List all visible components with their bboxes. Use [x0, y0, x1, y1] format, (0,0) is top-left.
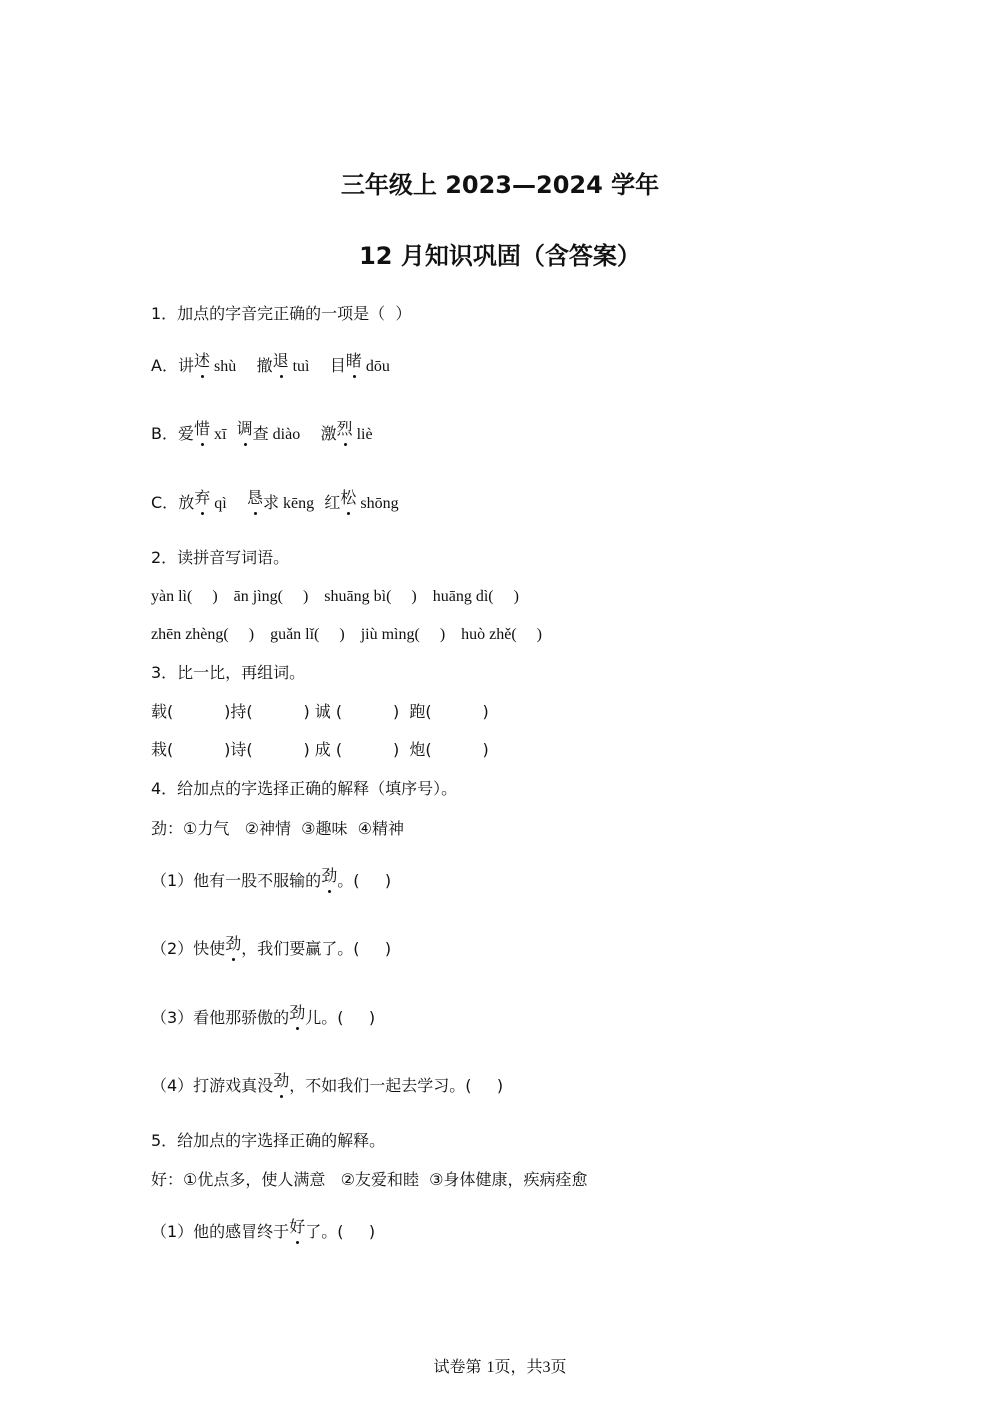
sentence-text: （3）看他那骄傲的	[151, 1008, 290, 1027]
dotted-char: 劲	[289, 1003, 306, 1022]
char: 爱	[177, 424, 194, 443]
question-1-stem: 1．加点的字音完正确的一项是（ ）	[151, 304, 412, 323]
dotted-char: 惜	[194, 419, 211, 438]
sentence-text: （1）他有一股不服输的	[151, 871, 322, 890]
footer-text: 试卷第	[433, 1357, 487, 1376]
footer-text: 页	[550, 1357, 567, 1376]
dotted-char: 好	[289, 1217, 306, 1236]
option-label: C．	[151, 493, 179, 512]
q1-option-c	[151, 488, 399, 514]
q4-sentence-3	[151, 1003, 376, 1028]
char: 目	[329, 356, 346, 375]
title-line-2: 12 月知识巩固（含答案）	[359, 242, 641, 270]
pinyin: diào	[268, 426, 301, 443]
q3-row-2: 栽( )诗( ) 成 ( ) 炮( )	[151, 740, 489, 759]
question-5-stem: 5．给加点的字选择正确的解释。	[151, 1131, 386, 1150]
dotted-char: 松	[340, 488, 357, 507]
dotted-char: 烈	[336, 419, 353, 438]
pinyin: shōng	[356, 495, 399, 512]
pinyin: kēng	[279, 495, 315, 512]
char: 讲	[177, 356, 194, 375]
dotted-char: 恳	[247, 488, 264, 507]
question-4-stem: 4．给加点的字选择正确的解释（填序号）。	[151, 779, 458, 798]
char: 激	[320, 424, 337, 443]
dotted-char: 劲	[273, 1071, 290, 1090]
option-label: B．	[151, 424, 178, 443]
sentence-text: 儿。( )	[305, 1008, 376, 1027]
sentence-text: 。( )	[337, 871, 392, 890]
char: 求	[263, 493, 280, 512]
page-number: 1	[486, 1359, 495, 1376]
dotted-char: 退	[272, 351, 289, 370]
q1-option-a	[151, 351, 390, 377]
dotted-char: 调	[236, 419, 253, 438]
pinyin: tuì	[288, 358, 310, 375]
q2-pinyin-row-2: zhēn zhèng( ) guǎn lǐ( ) jiù mìng( ) huò zhě( )	[151, 626, 543, 643]
footer-text: 页，共	[494, 1357, 543, 1376]
pinyin: shù	[209, 358, 237, 375]
sentence-text: 了。( )	[305, 1222, 376, 1241]
char: 查	[252, 424, 269, 443]
sentence-text: （1）他的感冒终于	[151, 1222, 290, 1241]
char: 红	[324, 493, 341, 512]
sentence-text: （4）打游戏真没	[151, 1076, 274, 1095]
pinyin: liè	[352, 426, 373, 443]
pinyin: xī	[210, 426, 227, 443]
option-label: A．	[151, 356, 178, 375]
dotted-char: 述	[193, 351, 210, 370]
q5-definitions: 好：①优点多，使人满意 ②友爱和睦 ③身体健康，疾病痊愈	[151, 1170, 588, 1189]
sentence-text: ，我们要赢了。( )	[241, 939, 392, 958]
title-line-1: 三年级上 2023—2024 学年	[340, 171, 660, 199]
q4-sentence-2	[151, 934, 392, 959]
q4-sentence-1	[151, 866, 392, 891]
page-footer	[0, 1357, 1000, 1378]
char: 撤	[256, 356, 273, 375]
page-total: 3	[542, 1359, 551, 1376]
q1-option-b	[151, 419, 373, 445]
q4-sentence-4	[151, 1071, 504, 1096]
sentence-text: （2）快使	[151, 939, 226, 958]
dotted-char: 睹	[345, 351, 362, 370]
sentence-text: ，不如我们一起去学习。( )	[289, 1076, 504, 1095]
q2-pinyin-row-1: yàn lì( ) ān jìng( ) shuāng bì( ) huāng dì( )	[151, 588, 519, 605]
q5-sentence-1	[151, 1217, 376, 1242]
pinyin: qì	[210, 495, 227, 512]
q3-row-1: 载( )持( ) 诚 ( ) 跑( )	[151, 702, 489, 721]
char: 放	[178, 493, 195, 512]
question-3-stem: 3．比一比，再组词。	[151, 663, 306, 682]
dotted-char: 劲	[225, 934, 242, 953]
q4-definitions: 劲：①力气 ②神情 ③趣味 ④精神	[151, 819, 404, 838]
question-2-stem: 2．读拼音写词语。	[151, 548, 290, 567]
dotted-char: 劲	[321, 866, 338, 885]
dotted-char: 弃	[194, 488, 211, 507]
pinyin: dōu	[361, 358, 390, 375]
